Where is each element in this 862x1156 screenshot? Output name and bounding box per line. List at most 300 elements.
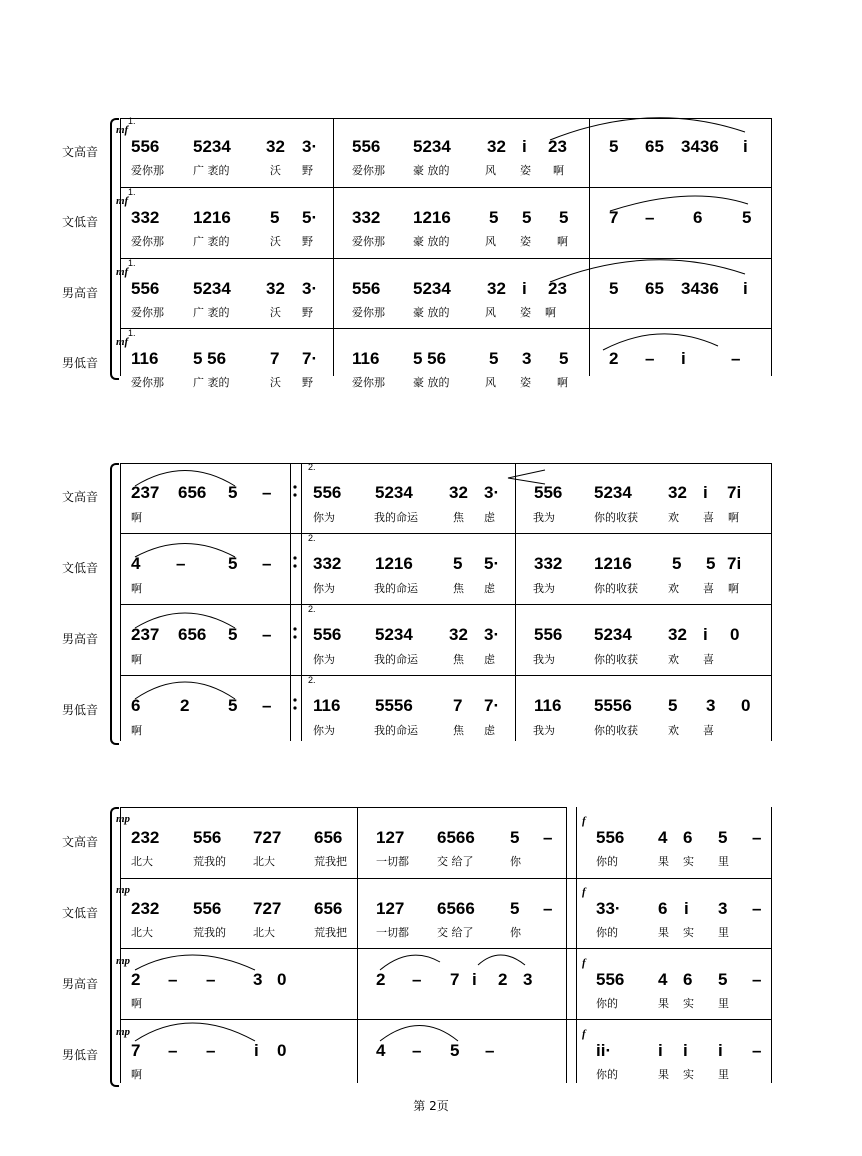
note: – bbox=[168, 970, 178, 989]
repeat-dot bbox=[293, 493, 296, 496]
lyric: 风 bbox=[485, 376, 496, 389]
note: 7i bbox=[727, 483, 742, 502]
note: 237 bbox=[131, 483, 160, 502]
note: 3 bbox=[523, 970, 533, 989]
note: 5· bbox=[302, 208, 318, 227]
note: 4 bbox=[131, 554, 141, 573]
note: i bbox=[743, 137, 748, 156]
lyric: 啊 bbox=[545, 306, 556, 319]
lyric: 我为 bbox=[533, 724, 555, 737]
lyric: 交 给了 bbox=[437, 926, 474, 939]
lyric: 我的命运 bbox=[374, 582, 418, 595]
lyric: 啊 bbox=[131, 582, 142, 595]
note: 5 bbox=[672, 554, 682, 573]
note: 6 bbox=[658, 899, 668, 918]
note: 33· bbox=[596, 899, 621, 918]
dynamic-marking: mf bbox=[116, 195, 129, 207]
lyric: 我的命运 bbox=[374, 653, 418, 666]
note: 3· bbox=[484, 625, 500, 644]
lyric: 啊 bbox=[131, 1068, 142, 1081]
note: i bbox=[703, 625, 708, 644]
note: 3 bbox=[522, 349, 532, 368]
lyric: 野 bbox=[302, 306, 313, 319]
lyric: 豪 放的 bbox=[413, 306, 450, 319]
lyric: 广 袤的 bbox=[193, 306, 230, 319]
note: 23 bbox=[548, 279, 567, 298]
lyric: 豪 放的 bbox=[413, 164, 450, 177]
lyric: 啊 bbox=[131, 997, 142, 1010]
note: – bbox=[752, 899, 762, 918]
note: 5· bbox=[484, 554, 500, 573]
note: 32 bbox=[487, 279, 506, 298]
note: 32 bbox=[266, 279, 285, 298]
note: 6 bbox=[693, 208, 703, 227]
crescendo bbox=[508, 470, 545, 484]
note: 6566 bbox=[437, 828, 475, 847]
note: 6566 bbox=[437, 899, 475, 918]
note: – bbox=[645, 208, 655, 227]
note: 5 bbox=[609, 137, 619, 156]
lyric: 里 bbox=[718, 997, 729, 1010]
lyric: 姿 bbox=[520, 235, 531, 248]
note: 4 bbox=[658, 828, 668, 847]
note: – bbox=[412, 1041, 422, 1060]
lyric: 广 袤的 bbox=[193, 235, 230, 248]
note: 656 bbox=[314, 828, 343, 847]
lyric: 里 bbox=[718, 855, 729, 868]
lyric: 风 bbox=[485, 164, 496, 177]
note: – bbox=[752, 828, 762, 847]
note: 5 bbox=[742, 208, 752, 227]
note: 116 bbox=[131, 349, 159, 368]
lyric: 我为 bbox=[533, 511, 555, 524]
dynamic-marking: f bbox=[582, 886, 586, 898]
note: i bbox=[472, 970, 477, 989]
note: – bbox=[752, 1041, 762, 1060]
volta-label: 1. bbox=[128, 116, 136, 126]
note: 5556 bbox=[375, 696, 413, 715]
lyric: 你的 bbox=[596, 1068, 618, 1081]
note: 556 bbox=[352, 279, 381, 298]
note: 556 bbox=[596, 828, 625, 847]
lyric: 虑 bbox=[484, 582, 495, 595]
lyric: 风 bbox=[485, 235, 496, 248]
note: 127 bbox=[376, 828, 405, 847]
lyric: 欢 bbox=[668, 511, 679, 524]
note: 727 bbox=[253, 899, 282, 918]
note: 656 bbox=[178, 483, 207, 502]
lyric: 爱你那 bbox=[131, 164, 164, 177]
note: 727 bbox=[253, 828, 282, 847]
lyric: 果 bbox=[658, 855, 669, 868]
note: – bbox=[176, 554, 186, 573]
note: 1216 bbox=[594, 554, 632, 573]
part-label: 文高音 bbox=[62, 835, 99, 849]
repeat-dot bbox=[293, 556, 296, 559]
part-label: 男低音 bbox=[62, 356, 99, 370]
part-label: 文高音 bbox=[62, 490, 99, 504]
note: – bbox=[262, 625, 272, 644]
lyric: 焦 bbox=[453, 582, 464, 595]
note: 32 bbox=[668, 483, 687, 502]
lyric: 果 bbox=[658, 926, 669, 939]
note: 116 bbox=[352, 349, 380, 368]
note: 7 bbox=[609, 208, 619, 227]
note: 5234 bbox=[594, 483, 632, 502]
note: 7· bbox=[302, 349, 318, 368]
note: 5234 bbox=[594, 625, 632, 644]
lyric: 我的命运 bbox=[374, 724, 418, 737]
lyric: 沃 bbox=[270, 306, 281, 319]
note: 5234 bbox=[413, 279, 451, 298]
lyric: 爱你那 bbox=[352, 235, 385, 248]
phrase-slur bbox=[610, 196, 748, 211]
lyric: 北大 bbox=[253, 926, 275, 939]
lyric: 啊 bbox=[557, 376, 568, 389]
repeat-dot bbox=[293, 485, 296, 488]
note: 556 bbox=[193, 828, 222, 847]
lyric: 你为 bbox=[313, 582, 335, 595]
note: 556 bbox=[313, 625, 342, 644]
lyric: 虑 bbox=[484, 511, 495, 524]
lyric: 姿 bbox=[520, 164, 531, 177]
lyric: 喜 bbox=[703, 724, 714, 737]
note: i bbox=[254, 1041, 259, 1060]
note: 3· bbox=[484, 483, 500, 502]
note: 5 bbox=[228, 483, 238, 502]
dynamic-marking: mp bbox=[116, 955, 131, 967]
note: 5 bbox=[228, 554, 238, 573]
dynamic-marking: mf bbox=[116, 336, 129, 348]
note: 5 bbox=[489, 349, 499, 368]
note: 65 bbox=[645, 279, 664, 298]
lyric: 我为 bbox=[533, 653, 555, 666]
note: 3436 bbox=[681, 137, 719, 156]
lyric: 焦 bbox=[453, 511, 464, 524]
note: i bbox=[683, 1041, 688, 1060]
note: 5 bbox=[559, 349, 569, 368]
note: 32 bbox=[449, 625, 468, 644]
note: 5556 bbox=[594, 696, 632, 715]
note: 556 bbox=[534, 625, 563, 644]
lyric: 焦 bbox=[453, 724, 464, 737]
note: 32 bbox=[668, 625, 687, 644]
lyric: 豪 放的 bbox=[413, 235, 450, 248]
phrase-slur bbox=[135, 955, 255, 970]
lyric: 果 bbox=[658, 997, 669, 1010]
lyric: 你为 bbox=[313, 724, 335, 737]
note: – bbox=[731, 349, 741, 368]
lyric: 野 bbox=[302, 164, 313, 177]
lyric: 你的收获 bbox=[594, 511, 638, 524]
lyric: 荒我的 bbox=[193, 855, 226, 868]
note: 5234 bbox=[375, 483, 413, 502]
note: 0 bbox=[277, 970, 287, 989]
dynamic-marking: f bbox=[582, 1028, 586, 1040]
lyric: 北大 bbox=[131, 926, 153, 939]
phrase-slur bbox=[135, 1023, 255, 1041]
lyric: 实 bbox=[683, 997, 694, 1010]
lyric: 啊 bbox=[728, 582, 739, 595]
dynamic-marking: f bbox=[582, 957, 586, 969]
note: 7 bbox=[450, 970, 460, 989]
lyric: 你的收获 bbox=[594, 724, 638, 737]
note: 6 bbox=[683, 828, 693, 847]
note: 556 bbox=[534, 483, 563, 502]
note: 332 bbox=[131, 208, 160, 227]
lyric: 啊 bbox=[557, 235, 568, 248]
lyric: 啊 bbox=[131, 511, 142, 524]
lyric: 沃 bbox=[270, 164, 281, 177]
lyric: 你 bbox=[510, 926, 521, 939]
lyric: 啊 bbox=[553, 164, 564, 177]
note: 2 bbox=[376, 970, 386, 989]
note: i bbox=[684, 899, 689, 918]
note: 5 bbox=[489, 208, 499, 227]
note: i bbox=[658, 1041, 663, 1060]
note: ii· bbox=[596, 1041, 612, 1060]
volta-label: 1. bbox=[128, 328, 136, 338]
note: i bbox=[743, 279, 748, 298]
lyric: 喜 bbox=[703, 582, 714, 595]
note: 2 bbox=[609, 349, 619, 368]
note: 332 bbox=[352, 208, 381, 227]
part-label: 文低音 bbox=[62, 906, 99, 920]
phrase-slur bbox=[603, 334, 718, 350]
phrase-slur bbox=[478, 955, 525, 965]
note: 556 bbox=[352, 137, 381, 156]
lyric: 实 bbox=[683, 926, 694, 939]
note: 7 bbox=[453, 696, 463, 715]
volta-label: 2. bbox=[308, 533, 316, 543]
note: – bbox=[645, 349, 655, 368]
note: 5 bbox=[510, 899, 520, 918]
system-brace bbox=[110, 807, 119, 1087]
note: i bbox=[522, 279, 527, 298]
note: 3436 bbox=[681, 279, 719, 298]
note: 5 56 bbox=[193, 349, 227, 368]
note: 7 bbox=[131, 1041, 141, 1060]
note: 127 bbox=[376, 899, 405, 918]
lyric: 实 bbox=[683, 855, 694, 868]
note: – bbox=[543, 899, 553, 918]
note: 3 bbox=[718, 899, 728, 918]
lyric: 你为 bbox=[313, 653, 335, 666]
volta-label: 2. bbox=[308, 604, 316, 614]
note: – bbox=[206, 970, 216, 989]
note: 5234 bbox=[193, 137, 231, 156]
note: 556 bbox=[193, 899, 222, 918]
note: 5 bbox=[706, 554, 716, 573]
note: – bbox=[206, 1041, 216, 1060]
lyric: 你 bbox=[510, 855, 521, 868]
note: 116 bbox=[313, 696, 341, 715]
lyric: 你的收获 bbox=[594, 582, 638, 595]
lyric: 爱你那 bbox=[131, 376, 164, 389]
note: – bbox=[262, 696, 272, 715]
lyric: 交 给了 bbox=[437, 855, 474, 868]
note: 556 bbox=[313, 483, 342, 502]
lyric: 野 bbox=[302, 376, 313, 389]
volta-label: 2. bbox=[308, 462, 316, 472]
lyric: 姿 bbox=[520, 306, 531, 319]
note: 332 bbox=[534, 554, 563, 573]
lyric: 里 bbox=[718, 926, 729, 939]
note: 6 bbox=[683, 970, 693, 989]
lyric: 豪 放的 bbox=[413, 376, 450, 389]
note: 3· bbox=[302, 137, 318, 156]
note: 6 bbox=[131, 696, 141, 715]
lyric: 你的 bbox=[596, 855, 618, 868]
note: 7i bbox=[727, 554, 742, 573]
note: 116 bbox=[534, 696, 562, 715]
lyric: 你的收获 bbox=[594, 653, 638, 666]
note: 5 bbox=[522, 208, 532, 227]
lyric: 野 bbox=[302, 235, 313, 248]
dynamic-marking: f bbox=[582, 815, 586, 827]
note: 1216 bbox=[413, 208, 451, 227]
lyric: 北大 bbox=[253, 855, 275, 868]
lyric: 喜 bbox=[703, 511, 714, 524]
note: 332 bbox=[313, 554, 342, 573]
lyric: 爱你那 bbox=[131, 306, 164, 319]
note: 1216 bbox=[375, 554, 413, 573]
lyric: 虑 bbox=[484, 724, 495, 737]
lyric: 我为 bbox=[533, 582, 555, 595]
dynamic-marking: mp bbox=[116, 1026, 131, 1038]
note: i bbox=[522, 137, 527, 156]
note: – bbox=[168, 1041, 178, 1060]
part-label: 文低音 bbox=[62, 561, 99, 575]
lyric: 你的 bbox=[596, 926, 618, 939]
note: 5 bbox=[450, 1041, 460, 1060]
lyric: 沃 bbox=[270, 235, 281, 248]
note: 4 bbox=[658, 970, 668, 989]
lyric: 你的 bbox=[596, 997, 618, 1010]
part-label: 男高音 bbox=[62, 286, 99, 300]
part-label: 文低音 bbox=[62, 215, 99, 229]
lyric: 啊 bbox=[131, 724, 142, 737]
repeat-dot bbox=[293, 635, 296, 638]
repeat-dot bbox=[293, 698, 296, 701]
repeat-dot bbox=[293, 706, 296, 709]
part-label: 男高音 bbox=[62, 977, 99, 991]
note: 0 bbox=[277, 1041, 287, 1060]
note: 32 bbox=[266, 137, 285, 156]
note: 2 bbox=[131, 970, 141, 989]
note: i bbox=[681, 349, 686, 368]
lyric: 姿 bbox=[520, 376, 531, 389]
part-label: 男高音 bbox=[62, 632, 99, 646]
note: 65 bbox=[645, 137, 664, 156]
dynamic-marking: mf bbox=[116, 124, 129, 136]
note: 0 bbox=[741, 696, 751, 715]
note: 656 bbox=[314, 899, 343, 918]
lyric: 你为 bbox=[313, 511, 335, 524]
part-label: 文高音 bbox=[62, 145, 99, 159]
note: 232 bbox=[131, 899, 160, 918]
note: 237 bbox=[131, 625, 160, 644]
note: 3 bbox=[706, 696, 716, 715]
note: 5 bbox=[228, 625, 238, 644]
volta-label: 1. bbox=[128, 187, 136, 197]
lyric: 啊 bbox=[728, 511, 739, 524]
lyric: 里 bbox=[718, 1068, 729, 1081]
note: – bbox=[262, 554, 272, 573]
lyric: 荒我的 bbox=[193, 926, 226, 939]
phrase-slur bbox=[380, 955, 440, 970]
lyric: 欢 bbox=[668, 582, 679, 595]
repeat-dot bbox=[293, 627, 296, 630]
note: 556 bbox=[596, 970, 625, 989]
lyric: 荒我把 bbox=[314, 926, 347, 939]
lyric: 实 bbox=[683, 1068, 694, 1081]
dynamic-marking: mp bbox=[116, 884, 131, 896]
note: 656 bbox=[178, 625, 207, 644]
lyric: 广 袤的 bbox=[193, 376, 230, 389]
note: 5 bbox=[718, 828, 728, 847]
note: 0 bbox=[730, 625, 740, 644]
note: 4 bbox=[376, 1041, 386, 1060]
note: – bbox=[543, 828, 553, 847]
volta-label: 1. bbox=[128, 258, 136, 268]
note: – bbox=[412, 970, 422, 989]
note: 2 bbox=[498, 970, 508, 989]
lyric: 虑 bbox=[484, 653, 495, 666]
lyric: 喜 bbox=[703, 653, 714, 666]
note: 32 bbox=[487, 137, 506, 156]
lyric: 爱你那 bbox=[352, 376, 385, 389]
note: 2 bbox=[180, 696, 190, 715]
lyric: 一切都 bbox=[376, 926, 409, 939]
phrase-slur bbox=[380, 1026, 458, 1042]
lyric: 啊 bbox=[131, 653, 142, 666]
lyric: 爱你那 bbox=[352, 164, 385, 177]
note: 5 bbox=[453, 554, 463, 573]
part-label: 男低音 bbox=[62, 703, 99, 717]
note: 7 bbox=[270, 349, 280, 368]
system-brace bbox=[110, 463, 119, 745]
note: 5 bbox=[228, 696, 238, 715]
page-footer: 第 2页 bbox=[413, 1099, 449, 1113]
note: 5 bbox=[270, 208, 280, 227]
lyric: 风 bbox=[485, 306, 496, 319]
note: 556 bbox=[131, 137, 160, 156]
volta-label: 2. bbox=[308, 675, 316, 685]
part-label: 男低音 bbox=[62, 1048, 99, 1062]
lyric: 北大 bbox=[131, 855, 153, 868]
note: 5 bbox=[718, 970, 728, 989]
note: 7· bbox=[484, 696, 500, 715]
lyric: 欢 bbox=[668, 653, 679, 666]
lyric: 欢 bbox=[668, 724, 679, 737]
note: 232 bbox=[131, 828, 160, 847]
repeat-dot bbox=[293, 564, 296, 567]
note: 5234 bbox=[193, 279, 231, 298]
note: 5 bbox=[668, 696, 678, 715]
note: 3 bbox=[253, 970, 263, 989]
note: 556 bbox=[131, 279, 160, 298]
dynamic-marking: mf bbox=[116, 266, 129, 278]
note: 32 bbox=[449, 483, 468, 502]
note: – bbox=[262, 483, 272, 502]
lyric: 爱你那 bbox=[131, 235, 164, 248]
note: 23 bbox=[548, 137, 567, 156]
note: 3· bbox=[302, 279, 318, 298]
lyric: 广 袤的 bbox=[193, 164, 230, 177]
note: i bbox=[718, 1041, 723, 1060]
note: 5 bbox=[609, 279, 619, 298]
